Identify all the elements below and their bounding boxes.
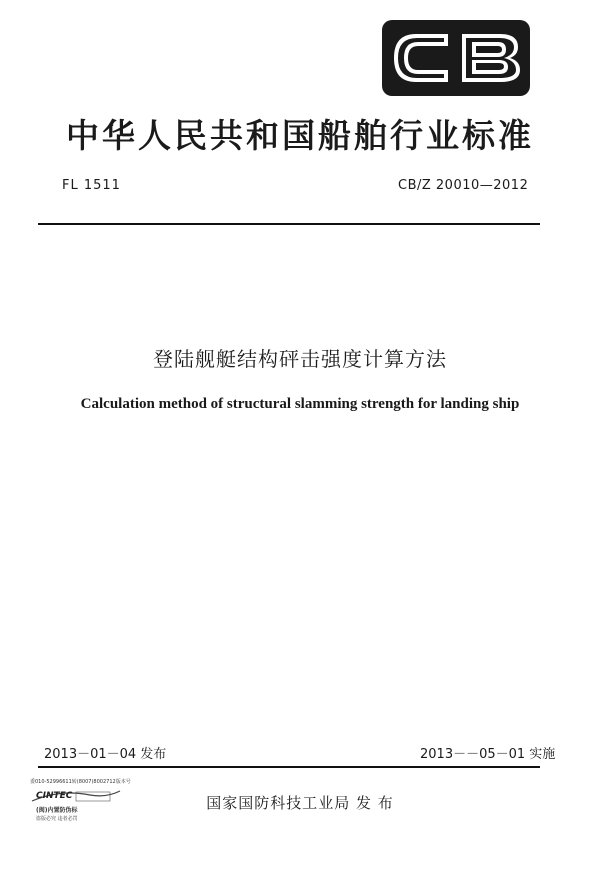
publisher: 国家国防科技工业局 发 布 [206, 794, 394, 812]
stamp-line-2: (闽)内置防伪标 [36, 807, 78, 814]
implementation-date: 2013－－05－01 实施 [420, 747, 556, 762]
footer-divider [38, 766, 540, 768]
cb-logo [382, 20, 530, 96]
header-divider [38, 223, 540, 225]
stamp-line-3: 盗版必究 违者必罚 [36, 816, 78, 822]
stamp-line-1: 委010-52996611转(8007)8002712版本号 [30, 779, 131, 785]
title-chinese: 登陆舰艇结构砰击强度计算方法 [153, 347, 447, 371]
standard-name: 中华人民共和国船舶行业标准 [66, 116, 534, 155]
stamp-brand: CINTEC [36, 791, 73, 801]
classification-code: FL 1511 [62, 178, 121, 193]
title-english: Calculation method of structural slamming strength for landing ship [80, 396, 520, 412]
issue-date: 2013－01－04 发布 [44, 747, 167, 762]
standard-number: CB/Z 20010—2012 [398, 178, 529, 193]
